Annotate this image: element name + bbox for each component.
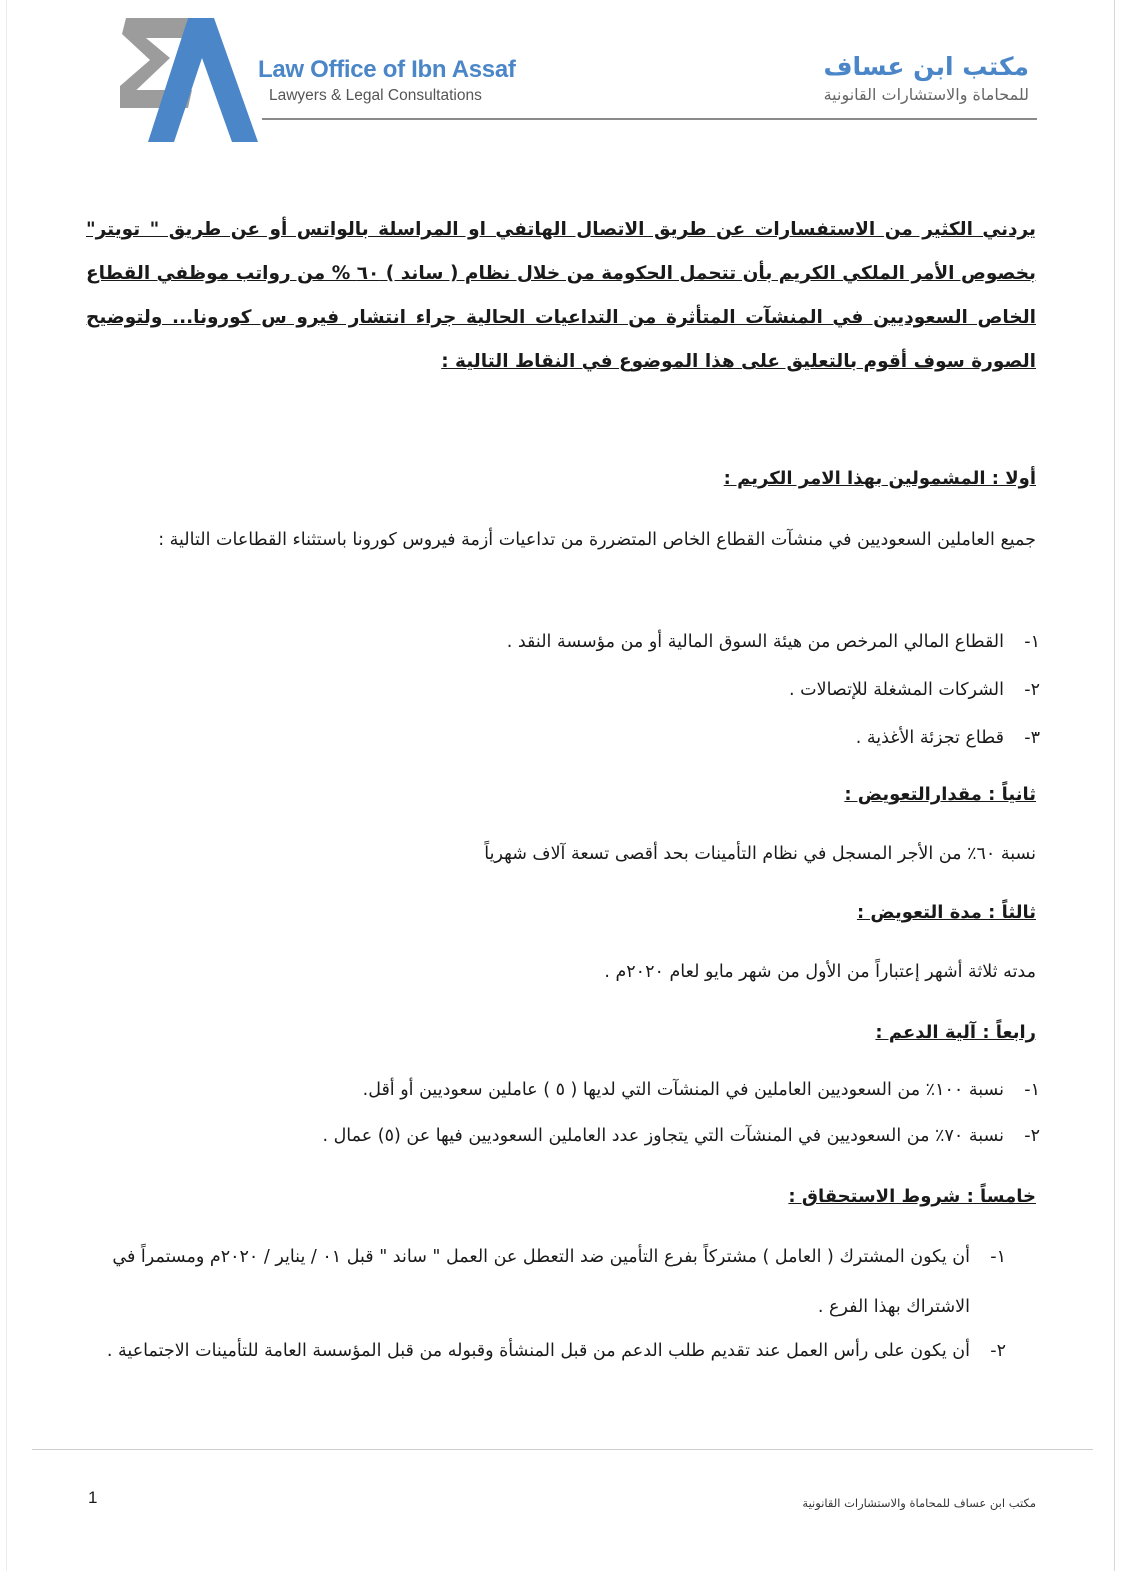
footer-text: مكتب ابن عساف للمحاماة والاستشارات القانونية xyxy=(802,1496,1036,1510)
list-item xyxy=(507,728,1040,776)
list-item xyxy=(507,680,1040,728)
list-number: ١- xyxy=(1024,632,1040,652)
brand-ar-subtitle: للمحاماة والاستشارات القانونية xyxy=(823,85,1029,104)
law-office-logo xyxy=(118,16,260,144)
section-fifth-heading: خامساً : شروط الاستحقاق : xyxy=(788,1186,1036,1207)
list-text: أن يكون على رأس العمل عند تقديم طلب الدعم من قبل المنشأة وقبوله من قبل المؤسسة العامة للتأمينات الاجتماعية . xyxy=(106,1341,970,1361)
brand-english xyxy=(258,56,516,105)
list-item xyxy=(86,1326,1006,1376)
list-text: قطاع تجزئة الأغذية . xyxy=(855,728,1004,748)
list-number: ٢- xyxy=(1024,680,1040,700)
brand-arabic xyxy=(824,52,1030,104)
section-second-heading: ثانياً : مقدارالتعويض : xyxy=(844,784,1036,805)
list-text: نسبة ٧٠٪ من السعوديين في المنشآت التي يتجاوز عدد العاملين السعوديين فيها عن (٥) عمال . xyxy=(322,1126,1004,1146)
list-item xyxy=(322,1080,1040,1126)
list-number: ٢- xyxy=(990,1341,1006,1361)
page-edge-left xyxy=(6,0,7,1571)
list-item xyxy=(322,1126,1040,1172)
page-edge-right xyxy=(1114,0,1115,1571)
list-number: ٣- xyxy=(1024,728,1040,748)
footer-divider xyxy=(32,1449,1093,1450)
section-third-text: مدته ثلاثة أشهر إعتباراً من الأول من شهر مايو لعام ٢٠٢٠م . xyxy=(604,962,1036,982)
brand-en-title: Law Office of Ibn Assaf xyxy=(258,56,516,83)
page-number: 1 xyxy=(88,1488,98,1507)
list-text: أن يكون المشترك ( العامل ) مشتركاً بفرع التأمين ضد التعطل عن العمل " ساند " قبل ٠١ / يناير / ٢٠٢٠م ومستمراً في الاشتراك بهذا الفرع . xyxy=(112,1247,970,1317)
section-fourth-heading: رابعاً : آلية الدعم : xyxy=(875,1022,1036,1043)
header-divider xyxy=(262,118,1037,120)
list-item xyxy=(506,632,1040,680)
section-first-heading: أولا : المشمولين بهذا الامر الكريم : xyxy=(723,468,1036,489)
list-number: ١- xyxy=(990,1247,1006,1267)
section-third-heading: ثالثاً : مدة التعويض : xyxy=(856,902,1036,923)
list-number: ١- xyxy=(1024,1080,1040,1100)
list-number: ٢- xyxy=(1024,1126,1040,1146)
section-first-list xyxy=(506,632,1040,776)
list-text: نسبة ١٠٠٪ من السعوديين العاملين في المنشآت التي لديها ( ٥ ) عاملين سعوديين أو أقل. xyxy=(362,1080,1004,1100)
intro-paragraph: يردني الكثير من الاستفسارات عن طريق الاتصال الهاتفي او المراسلة بالواتس أو عن طريق " تويتر" بخصوص الأمر الملكي الكريم بأن تتحمل الحكومة من خلال نظام ( ساند ) ٦٠ % من رواتب موظفي القطاع الخاص السعوديين في المنشآت المتأثرة من التداعيات الحالية جراء انتشار فيرو س كورونا... ولتوضيح الصورة سوف أقوم بالتعليق على هذا الموضوع في النقاط التالية : xyxy=(86,219,1036,372)
section-first-text: جميع العاملين السعوديين في منشآت القطاع الخاص المتضررة من تداعيات أزمة فيروس كورونا باستثناء القطاعات التالية : xyxy=(158,530,1036,550)
brand-ar-title: مكتب ابن عساف xyxy=(823,52,1029,81)
list-text: الشركات المشغلة للإتصالات . xyxy=(789,680,1004,700)
brand-en-subtitle: Lawyers & Legal Consultations xyxy=(269,87,482,104)
list-text: القطاع المالي المرخص من هيئة السوق المالية أو من مؤسسة النقد . xyxy=(506,632,1004,652)
section-fourth-list xyxy=(322,1080,1040,1172)
list-item xyxy=(86,1232,1006,1332)
section-second-text: نسبة ٦٠٪ من الأجر المسجل في نظام التأمينات بحد أقصى تسعة آلاف شهرياً xyxy=(484,844,1036,864)
